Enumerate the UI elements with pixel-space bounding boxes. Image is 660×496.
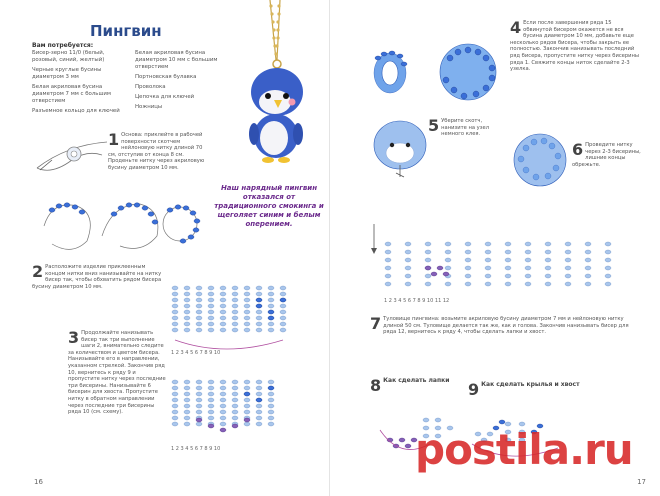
materials-column-2: [135, 50, 230, 114]
step-number: 7: [370, 314, 382, 333]
svg-text:1 2 3 4: 1 2 3 4 5 6 7 8 9 10 11 12: [384, 298, 450, 304]
material-item: Черные круглые бусины диаметром 3 мм: [32, 67, 102, 80]
step5-diagram: [370, 115, 430, 180]
materials-column-1: [32, 50, 127, 118]
step6-diagram: [510, 130, 570, 190]
step7-bead-grid: [370, 222, 640, 312]
material-item: Белая акриловая бусина диаметром 10 мм с большим отверстием: [135, 50, 218, 70]
page-number: 16: [34, 478, 43, 486]
step3-bead-grid: [165, 278, 305, 368]
right-page: [330, 0, 660, 496]
material-item: Проволока: [135, 84, 166, 90]
material-item: Цепочка для ключей: [135, 94, 195, 100]
material-item: Портновская булавка: [135, 74, 197, 80]
step-text: Продолжайте нанизывать бисер так три выполнение шаги 2, внимательно следите за количеством и цветом бисера. Нанизывайте его в направлении, указанном стрелкой. Закончив ряд 10, вернитесь к ряду 9 и пропустите нитку через последние три бисерины. Нанизывайте 6 бисерин для хвоста. Пропустите нитку в обратном направлении через последние три бисерины ряда 10 (см. схему).: [68, 330, 166, 416]
step-title: Как сделать крылья и хвост: [481, 381, 580, 388]
step-number: 5: [428, 116, 440, 135]
step4-diagram: [370, 38, 505, 108]
material-item: Бисер-зерно 11/0 (белый, розовый, синий, желтый): [32, 50, 105, 63]
step-8-label: [370, 378, 450, 394]
page-number: 17: [637, 478, 646, 486]
step-7: [370, 316, 640, 336]
step-number: 8: [370, 376, 382, 395]
step-text: Расположите изделие приклеенным концом нитки вниз нанизывайте на нитку бисер так, чтобы обхватить рядом бисера бусину диаметром 10 мм.: [32, 264, 162, 290]
step-3: [68, 330, 168, 416]
step-title: Как сделать лапки: [383, 377, 450, 384]
material-item: Белая акриловая бусина диаметром 7 мм с большим отверстием: [32, 84, 111, 104]
watermark-text: postila.ru: [415, 425, 633, 474]
step-number: 9: [468, 380, 480, 399]
step-1: [108, 132, 208, 172]
step2-diagram: [32, 196, 202, 262]
step-text: Проведите нитку через 2-3 бисерины, лишние концы обрежьте.: [572, 142, 641, 168]
step1-diagram: [32, 130, 112, 180]
step-6: [572, 142, 642, 168]
material-item: Ножницы: [135, 104, 163, 110]
needs-label: Вам потребуется:: [32, 42, 94, 49]
svg-text:1 2 3 4 5 6 7 8 9 10: 1 2 3 4 5 6 7 8 9 10: [171, 446, 221, 452]
step3-bead-grid-2: [165, 372, 305, 462]
step-2: [32, 264, 162, 290]
step-number: 4: [510, 18, 522, 37]
step-text: Туловище пингвина: возьмите акриловую бусину диаметром 7 мм и нейлоновую нитку длиной 50 см. Туловище делается так же, как и голова. Закончив нанизывать бисер для ряда 12, вернитесь к ряду 4, чтобы сделать лапки и хвост.: [383, 316, 629, 336]
step-5: [428, 118, 498, 138]
step-number: 6: [572, 140, 584, 159]
page-title: Пингвин: [90, 22, 162, 40]
step-4: [510, 20, 640, 73]
step-9-label: [468, 382, 608, 398]
step-number: 3: [68, 328, 80, 347]
photo-caption: Наш нарядный пингвин отказался от традиционного смокинга и щеголяет синим и белым оперением.: [214, 184, 324, 228]
svg-text:1 2 3 4 5 6 7 8 9 10: 1 2 3 4 5 6 7 8 9 10: [171, 350, 221, 356]
step-number: 2: [32, 262, 44, 281]
material-item: Разъемное кольцо для ключей: [32, 108, 120, 114]
step-number: 1: [108, 130, 120, 149]
penguin-keychain-illustration: [230, 0, 320, 180]
step-text: Если после завершения ряда 15 обвинутой бисером окажется не вся бусина диаметром 10 мм, добавьте еще несколько рядов бисера, чтобы закрыть ее полностью. Закончив нанизывать последний ряд бисера, пропустите нитку через бисерины ряда 1. Свяжите концы ниток сделайте 2-3 узелка.: [510, 20, 640, 73]
step-text: Основа: приклейте в рабочей поверхности скотчем нейлоновую нитку длиной 70 см, отступив от конца 8 см. Проденьте нитку через акриловую бусину диаметром 10 мм.: [108, 132, 205, 171]
step-text: Уберите скотч, нанизите на узел немного клея.: [441, 118, 490, 138]
